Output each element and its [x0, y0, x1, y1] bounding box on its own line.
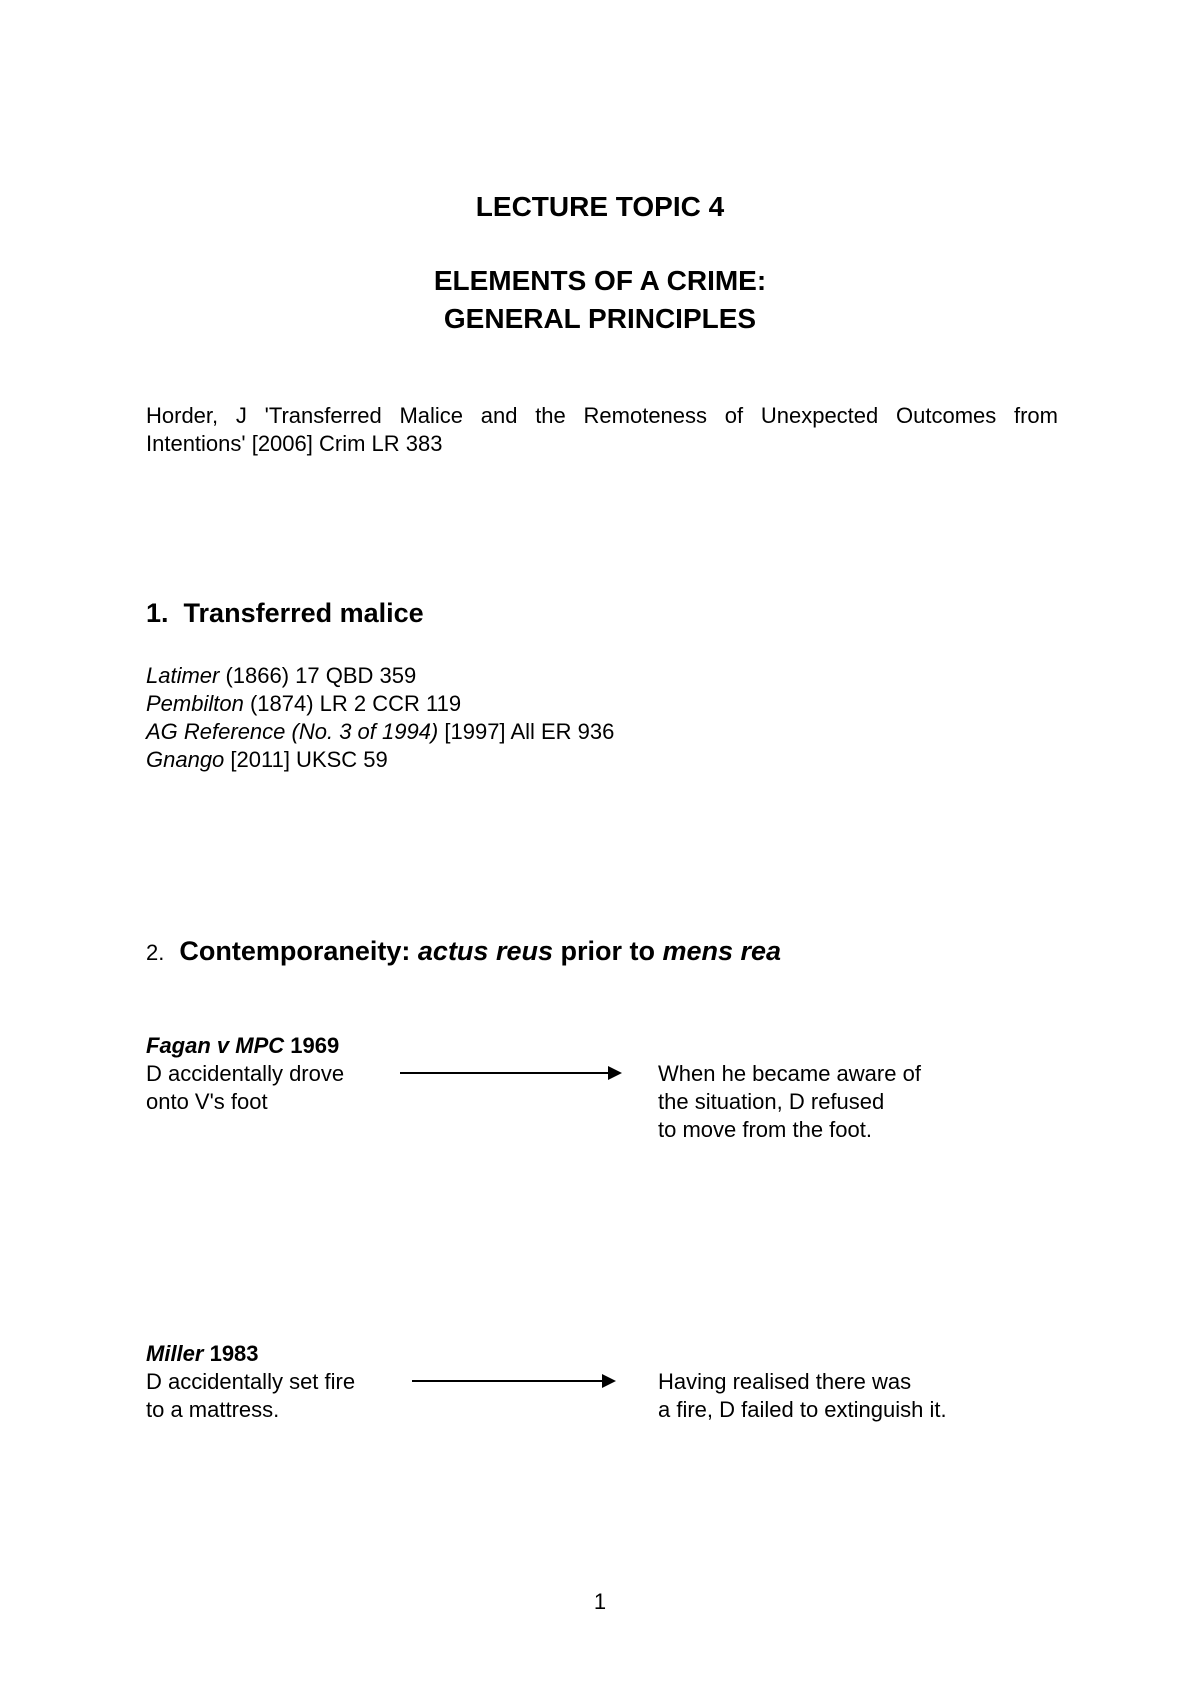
- fagan-case-title: [146, 1032, 339, 1060]
- lecture-topic-heading: LECTURE TOPIC 4: [475, 191, 725, 222]
- case-citation: [2011] UKSC 59: [224, 747, 388, 772]
- section-2-title-em-2: mens rea: [662, 936, 782, 966]
- reading-reference-line-2: Intentions' [2006] Crim LR 383: [146, 431, 443, 456]
- miller-left-text: [146, 1368, 355, 1424]
- reading-reference-line-1: Horder, J 'Transferred Malice and the Remoteness of Unexpected Outcomes from: [146, 403, 1058, 428]
- miller-case-year: 1983: [203, 1341, 259, 1366]
- fagan-left-line: onto V's foot: [146, 1089, 268, 1114]
- case-item: [146, 746, 614, 774]
- section-2-title-pre: Contemporaneity:: [179, 936, 418, 966]
- document-title-line-2: GENERAL PRINCIPLES: [443, 303, 757, 334]
- fagan-right-line: to move from the foot.: [658, 1117, 872, 1142]
- section-1-number: 1.: [146, 598, 169, 628]
- fagan-right-line: the situation, D refused: [658, 1089, 885, 1114]
- miller-case-name: Miller: [146, 1341, 204, 1366]
- miller-right-arrow-icon: [412, 1374, 616, 1388]
- fagan-left-line: D accidentally drove: [146, 1061, 345, 1086]
- fagan-case-year: 1969: [284, 1033, 340, 1058]
- case-name: Latimer: [146, 663, 220, 688]
- section-2-heading: [146, 934, 781, 970]
- section-1-heading: [146, 596, 424, 630]
- miller-left-line: D accidentally set fire: [146, 1369, 356, 1394]
- case-name: AG Reference (No. 3 of 1994): [146, 719, 439, 744]
- reading-reference: [146, 402, 1058, 458]
- miller-case-title: [146, 1340, 259, 1368]
- section-2-title-mid: prior to: [552, 936, 663, 966]
- miller-right-line: a fire, D failed to extinguish it.: [658, 1397, 947, 1422]
- section-2-number: 2.: [146, 940, 165, 965]
- case-name: Gnango: [146, 747, 225, 772]
- case-citation: (1866) 17 QBD 359: [219, 663, 417, 688]
- miller-left-line: to a mattress.: [146, 1397, 280, 1422]
- section-2-title-em-1: actus reus: [417, 936, 553, 966]
- page-number: 1: [593, 1589, 607, 1614]
- miller-right-text: [658, 1368, 947, 1424]
- miller-right-line: Having realised there was: [658, 1369, 912, 1394]
- case-item: [146, 662, 614, 690]
- fagan-right-text: [658, 1060, 921, 1144]
- case-citation: (1874) LR 2 CCR 119: [243, 691, 462, 716]
- case-citation: [1997] All ER 936: [438, 719, 615, 744]
- document-title-line-1: ELEMENTS OF A CRIME:: [433, 265, 767, 296]
- case-item: [146, 690, 614, 718]
- fagan-right-arrow-icon: [400, 1066, 622, 1080]
- section-1-case-list: [146, 662, 614, 774]
- fagan-right-line: When he became aware of: [658, 1061, 921, 1086]
- fagan-case-name: Fagan v MPC: [146, 1033, 285, 1058]
- case-name: Pembilton: [146, 691, 244, 716]
- section-1-title: Transferred malice: [183, 598, 424, 628]
- case-item: [146, 718, 614, 746]
- fagan-left-text: [146, 1060, 344, 1116]
